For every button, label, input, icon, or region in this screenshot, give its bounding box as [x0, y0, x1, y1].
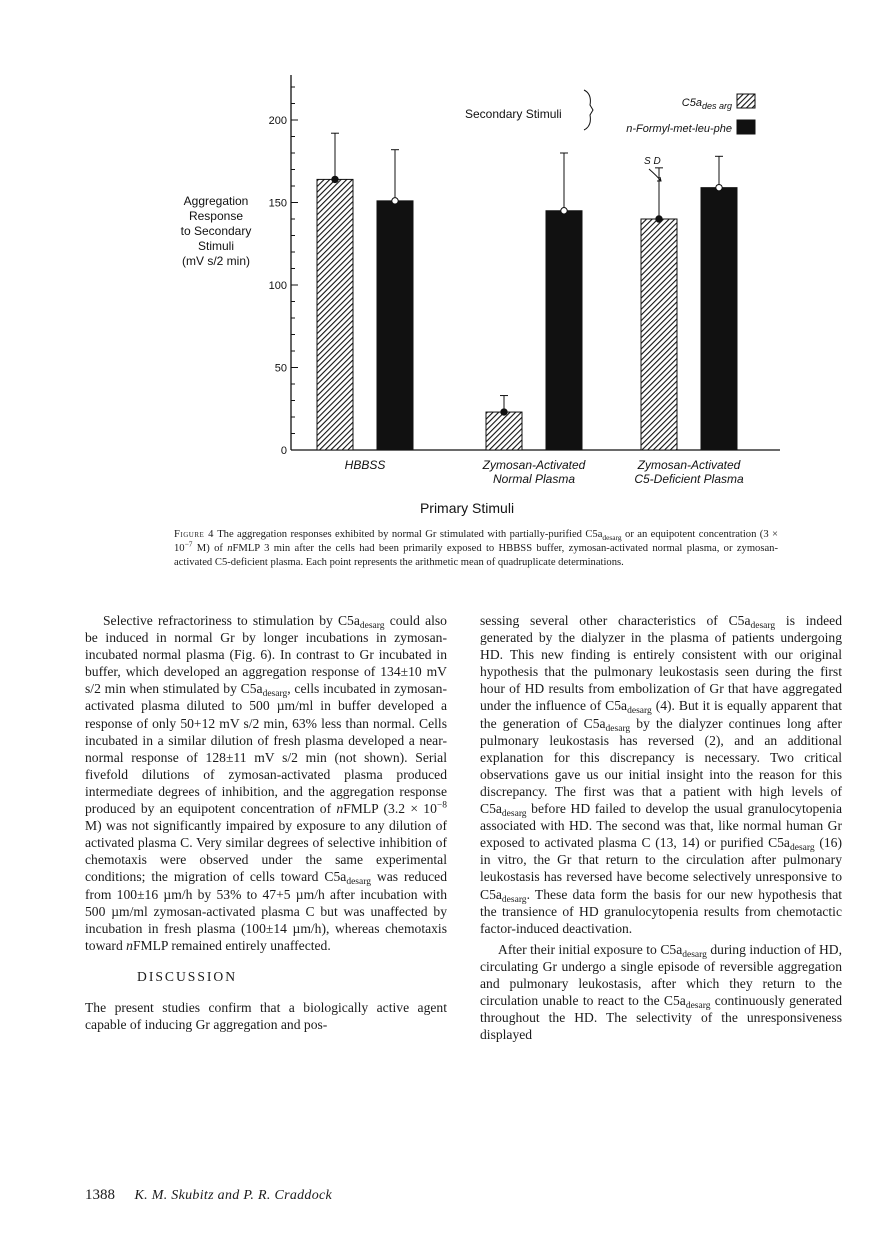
mean-point — [501, 409, 507, 415]
category-label: Normal Plasma — [492, 472, 576, 486]
paragraph: The present studies confirm that a biologically active agent capable of inducing Gr aggregation and pos- — [85, 999, 447, 1033]
legend-swatch-hatched — [737, 94, 755, 108]
y-axis-label-line: (mV s/2 min) — [181, 254, 251, 268]
paragraph: After their initial exposure to $C5a_{desarg}$ during induction of HD, circulating Gr undergo a single episode of reversible aggregation and pulmonary leukostasis, after which they return to the circulation unable to react to the $C5a_{desarg}$ continuously generated throughout the HD. The selectivity of the unresponsiveness displayed — [480, 941, 843, 1043]
y-tick-label: 50 — [274, 362, 287, 375]
y-axis-label-line: Stimuli — [197, 239, 235, 253]
mean-point — [332, 176, 338, 182]
y-axis-label — [181, 194, 252, 268]
category-labels — [345, 458, 744, 486]
bar-chart — [160, 60, 800, 525]
mean-point — [716, 184, 722, 190]
x-axis-label: Primary Stimuli — [419, 500, 515, 516]
legend-title: Secondary Stimuli — [465, 107, 562, 121]
category-label: Zymosan-Activated — [637, 458, 741, 472]
y-tick-label: 150 — [268, 197, 287, 210]
legend-label-subscript: des arg — [701, 101, 732, 111]
legend-brace — [584, 90, 593, 130]
bar — [701, 188, 737, 450]
figure-caption: Figure 4 The aggregation responses exhibited by normal Gr stimulated with partially-purified $C5a_{desarg}$ or an equipotent concentration ($3 \times 10^{-7}$ M) of nFMLP 3 min after the cells had been primarily exposed to HBBSS buffer, zymosan-activated normal plasma, or zymosan-activated C5-deficient plasma. Each point represents the arithmetic mean of quadruplicate determinations. — [174, 529, 779, 569]
mean-point — [392, 198, 398, 204]
y-tick-label: 0 — [280, 445, 287, 457]
page-number: 1388 — [85, 1187, 115, 1203]
bar — [641, 219, 677, 450]
section-heading: DISCUSSION — [137, 968, 238, 984]
bar — [486, 412, 522, 450]
category-label: HBBSS — [344, 458, 386, 472]
paragraph: Selective refractoriness to stimulation by $C5a_{desarg}$ could also be induced in normal Gr by longer incubations in zymosan-incubated normal plasma (Fig. 6). In contrast to Gr incubated in buffer, which developed an aggregation response of 134±10 mV s/2 min when stimulated by $C5a_{desarg}$, cells incubated in zymosan-activated plasma diluted to 500 µm/ml in buffer developed a response of only 50+12 mV s/2 min, 63% less than normal. Cells incubated in a similar dilution of fresh plasma developed a near-normal response of 128±11 mV s/2 min (not shown). Serial fivefold dilutions of zymosan-activated plasma produced intermediate degrees of inhibition, and the aggregation response produced by an equipotent concentration of nFMLP ($3.2 \times 10^{-8}$ M) was not significantly impaired by exposure to any dilution of activated plasma C. Very similar degrees of selective inhibition of chemotaxis were observed under the same experimental conditions; the migration of cells toward $C5a_{desarg}$ was reduced from 100±16 µm/h by 53% to 47+5 µm/h after incubation with 500 µm/ml zymosan-activated plasma C but was unaffected by incubation in fresh plasma (100±14 µm/h), whereas chemotaxis toward nFMLP remained entirely unaffected. — [85, 613, 447, 953]
bar — [546, 211, 582, 450]
category-label: Zymosan-Activated — [482, 458, 586, 472]
y-axis-label-line: Response — [188, 209, 244, 223]
left-column — [85, 612, 447, 1033]
y-tick-label: 200 — [268, 115, 287, 127]
mean-point — [656, 216, 662, 222]
paragraph: sessing several other characteristics of $C5a_{desarg}$ is indeed generated by the dialyzer in the plasma of patients undergoing HD. This new finding is entirely consistent with our original hypothesis that the pulmonary leukostasis seen during the first hour of HD results from embolization of Gr that have aggregated under the influence of $C5a_{desarg}$ (4). But it is equally apparent that the generation of $C5a_{desarg}$ by the dialyzer continues long after pulmonary leukostasis has reversed (2), and an additional explanation for this discrepancy is necessary. Two critical observations gave us our initial insight into the reason for this discrepancy. The first was that a patient with high levels of $C5a_{desarg}$ before HD failed to develop the usual granulocytopenia associated with HD. The second was that, like normal human Gr exposed to activated plasma C (13, 14) or purified $C5a_{desarg}$ (16) in vitro, the Gr that return to the circulation after pulmonary leukostasis has reversed have become selectively unresponsive to $C5a_{desarg}$. These data form the basis for our new hypothesis that the transience of HD granulocytopenia results from chemotactic factor-induced deactivation. — [480, 613, 842, 936]
right-column — [480, 612, 842, 1043]
legend — [465, 90, 755, 135]
y-axis-label-line: Aggregation — [183, 194, 249, 208]
sd-annotation: S D — [644, 156, 661, 167]
legend-label: n-Formyl-met-leu-phe — [626, 123, 732, 135]
bars — [317, 133, 737, 450]
bar — [377, 201, 413, 450]
figure-label: Figure 4 — [174, 529, 214, 540]
legend-label: $C5a_{des arg}$ — [681, 97, 732, 111]
legend-swatch-solid — [737, 120, 755, 134]
category-label: C5-Deficient Plasma — [634, 472, 744, 486]
page-footer — [85, 1187, 332, 1204]
y-tick-label: 100 — [268, 280, 287, 292]
mean-point — [561, 208, 567, 214]
bar — [317, 179, 353, 450]
running-authors: K. M. Skubitz and P. R. Craddock — [134, 1188, 333, 1203]
y-axis-label-line: to Secondary — [180, 224, 252, 238]
